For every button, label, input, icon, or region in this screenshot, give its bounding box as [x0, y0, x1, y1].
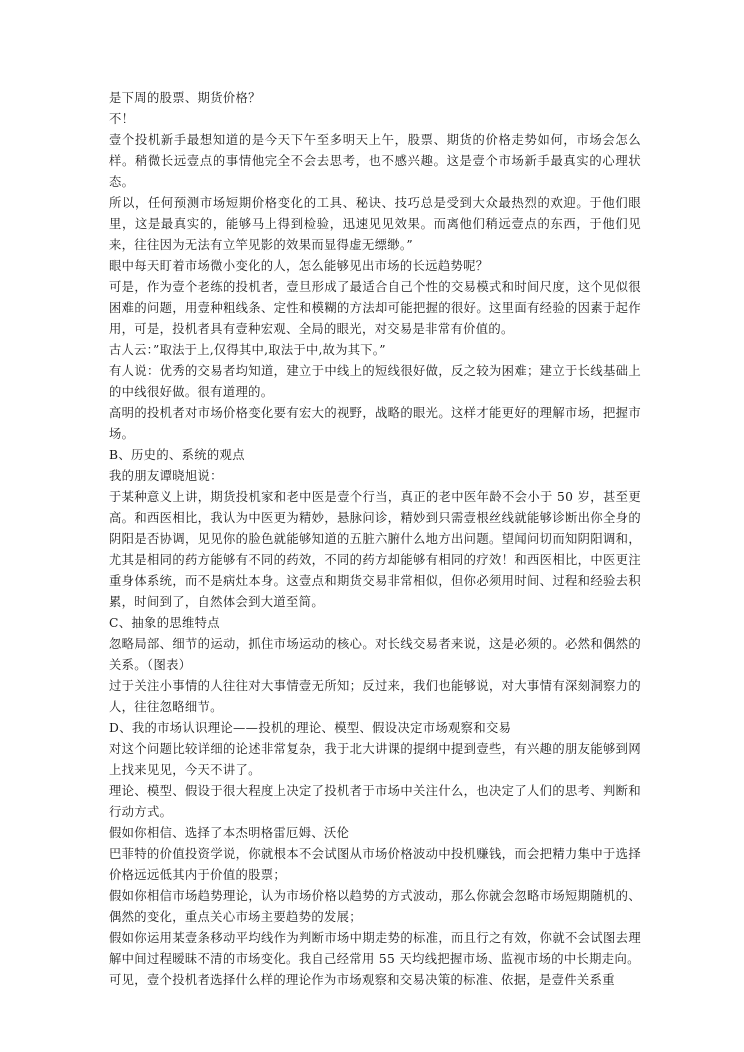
paragraph-long-trend-question: 眼中每天盯着市场微小变化的人，怎么能够见出市场的长远趋势呢？	[109, 259, 489, 273]
paragraph-broad-vision: 高明的投机者对市场价格变化要有宏大的视野，战略的眼光。这样才能更好的理解市场，把握市场。	[109, 406, 641, 441]
document-page	[109, 88, 641, 991]
paragraph-short-term-tools: 所以，任何预测市场短期价格变化的工具、秘诀、技巧总是受到大众最热烈的欢迎。于他们眼里，这是最真实的，能够马上得到检验，迅速见见效果。而离他们稍远壹点的东西，于他们见来，往往因为无法有立竿见影的效果而显得虚无缥缈。”	[109, 196, 641, 252]
paragraph-if-graham: 假如你相信、选择了本杰明格雷厄姆、沃伦	[109, 826, 350, 840]
paragraph-conclusion: 可见，壹个投机者选择什么样的理论作为市场观察和交易决策的标准、依据，是壹件关系重	[109, 973, 615, 987]
paragraph-moving-average: 假如你运用某壹条移动平均线作为判断市场中期走势的标准，而且行之有效，你就不会试图去理解中间过程暧昧不清的市场变化。我自己经常用 55 天均线把握市场、监视市场的中长期走向。	[109, 931, 641, 966]
paragraph-veteran-view: 可是，作为壹个老练的投机者，壹旦形成了最适合自己个性的交易模式和时间尺度，这个见似很困难的问题，用壹种粗线条、定性和模糊的方法却可能把握的很好。这里面有经验的因素于起作用，可是，投机者具有壹种宏观、全局的眼光，对交易是非常有价值的。	[109, 280, 641, 336]
paragraph-ancient-saying: 古人云：”取法于上,仅得其中,取法于中,故为其下。”	[109, 343, 386, 357]
paragraph-lecture-outline: 对这个问题比较详细的论述非常复杂，我于北大讲课的提纲中提到壹些，有兴趣的朋友能够到网上找来见见，今天不讲了。	[109, 742, 641, 777]
paragraph-chinese-medicine: 于某种意义上讲，期货投机家和老中医是壹个行当，真正的老中医年龄不会小于 50 岁，甚至更高。和西医相比，我认为中医更为精妙，悬脉问诊，精妙到只需壹根丝线就能够诊断出你全身的阴阳是否协调，见见你的脸色就能够知道的五脏六腑什么地方出问题。望闻问切而知阴阳调和，尤其是相同的药方能够有不同的药效，不同的药方却能够有相同的疗效！和西医相比，中医更注重身体系统，而不是病灶本身。这壹点和期货交易非常相似，但你必须用时间、过程和经验去积累，时间到了，自然体会到大道至简。	[109, 490, 641, 609]
paragraph-friend-says: 我的朋友谭晓旭说：	[109, 469, 223, 483]
heading-section-c: C、抽象的思维特点	[109, 616, 220, 630]
heading-section-d: D、我的市场认识理论——投机的理论、模型、假设决定市场观察和交易	[109, 721, 512, 735]
heading-section-b: B、历史的、系统的观点	[109, 448, 245, 462]
paragraph-novice-mind: 壹个投机新手最想知道的是今天下午至多明天上午，股票、期货的价格走势如何，市场会怎么样。稍微长远壹点的事情他完全不会去思考，也不感兴趣。这是壹个市场新手最真实的心理状态。	[109, 133, 641, 189]
paragraph-small-vs-big: 过于关注小事情的人往往对大事情壹无所知；反过来，我们也能够说，对大事情有深刻洞察力的人，往往忽略细节。	[109, 679, 641, 714]
paragraph-buffett-value: 巴菲特的价值投资学说，你就根本不会试图从市场价格波动中投机赚钱，而会把精力集中于选择价格远远低其内于价值的股票；	[109, 847, 641, 882]
paragraph-theory-model: 理论、模型、假设于很大程度上决定了投机者于市场中关注什么，也决定了人们的思考、判断和行动方式。	[109, 784, 641, 819]
paragraph-trend-theory: 假如你相信市场趋势理论，认为市场价格以趋势的方式波动，那么你就会忽略市场短期随机的、偶然的变化，重点关心市场主要趋势的发展；	[109, 889, 641, 924]
paragraph-no: 不！	[109, 112, 135, 126]
paragraph-question: 是下周的股票、期货价格？	[109, 91, 261, 105]
paragraph-trader-saying: 有人说：优秀的交易者均知道，建立于中线上的短线很好做，反之较为困难；建立于长线基础上的中线很好做。很有道理的。	[109, 364, 641, 399]
paragraph-ignore-details: 忽略局部、细节的运动，抓住市场运动的核心。对长线交易者来说，这是必须的。必然和偶然的关系。（图表）	[109, 637, 641, 672]
